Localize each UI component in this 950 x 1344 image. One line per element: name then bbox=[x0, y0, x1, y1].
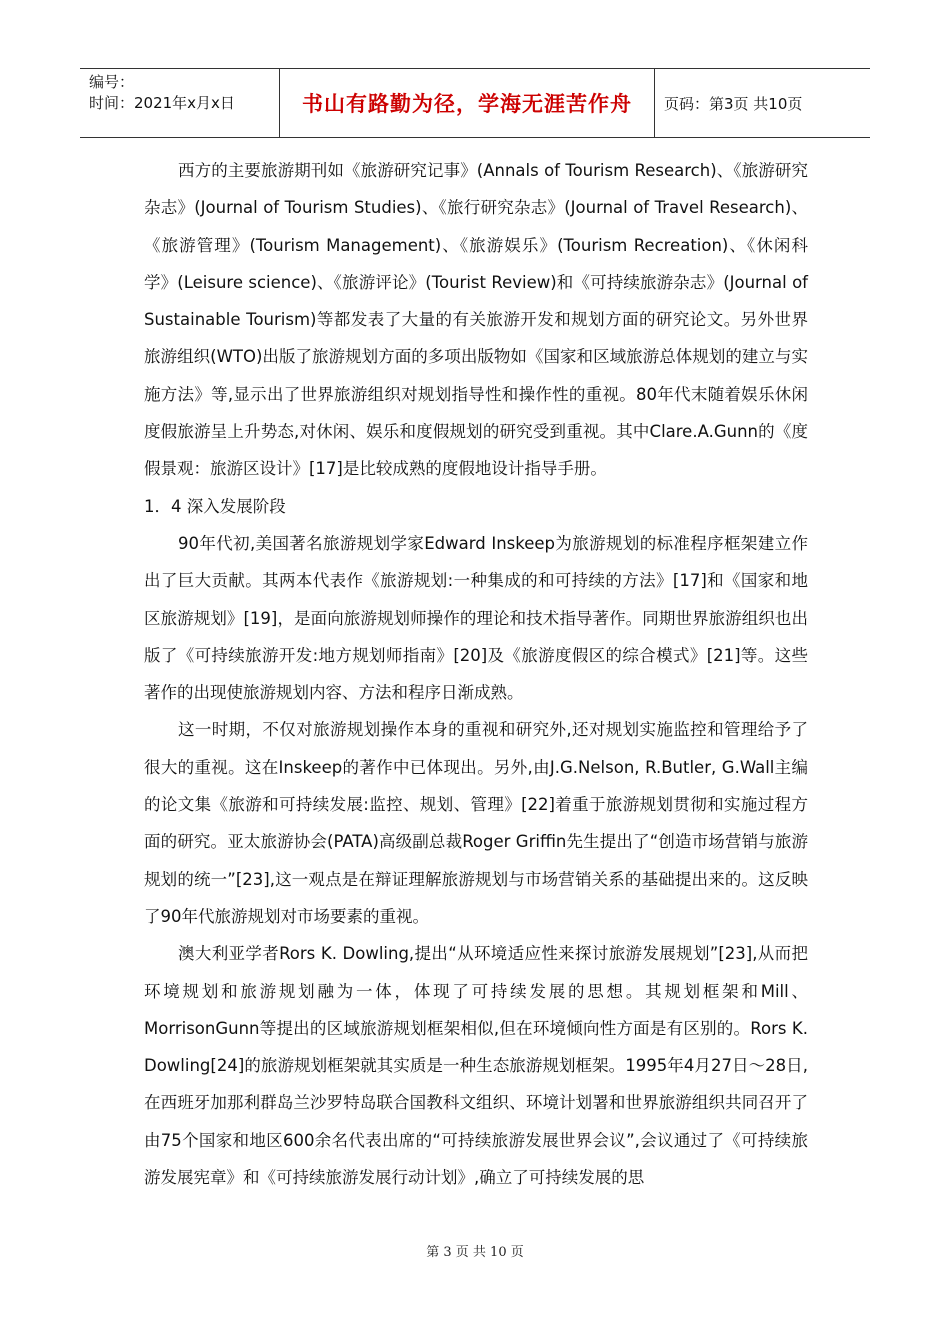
document-body bbox=[144, 152, 808, 1196]
header-meta bbox=[80, 69, 280, 137]
section-heading: 1．4 深入发展阶段 bbox=[144, 496, 286, 516]
number-label: 编号： bbox=[89, 73, 135, 91]
paragraph-monitoring: 这一时期，不仅对旅游规划操作本身的重视和研究外,还对规划实施监控和管理给予了很大的重视。这在Inskeep的著作中已体现出。另外,由J.G.Nelson, R.Butler, G.Wall主编的论文集《旅游和可持续发展:监控、规划、管理》[22]着重于旅游规划贯彻和实施过程方面的研究。亚太旅游协会(PATA)高级副总裁Roger Griffin先生提出了“创造市场营销与旅游规划的统一”[23],这一观点是在辩证理解旅游规划与市场营销关系的基础提出来的。这反映了90年代旅游规划对市场要素的重视。 bbox=[144, 720, 808, 926]
time-label: 时间：2021年x月x日 bbox=[89, 94, 235, 112]
header-motto: 书山有路勤为径，学海无涯苦作舟 bbox=[280, 69, 655, 137]
header-page-label: 页码：第3页 共10页 bbox=[664, 94, 803, 113]
paragraph-inskeep: 90年代初,美国著名旅游规划学家Edward Inskeep为旅游规划的标准程序框架建立作出了巨大贡献。其两本代表作《旅游规划:一种集成的和可持续的方法》[17]和《国家和地区旅游规划》[19]，是面向旅游规划师操作的理论和技术指导著作。同期世界旅游组织也出版了《可持续旅游开发:地方规划师指南》[20]及《旅游度假区的综合模式》[21]等。这些著作的出现使旅游规划内容、方法和程序日渐成熟。 bbox=[144, 533, 808, 703]
paragraph-journals: 西方的主要旅游期刊如《旅游研究记事》(Annals of Tourism Research)、《旅游研究杂志》(Journal of Tourism Studies)、《旅行研究杂志》(Journal of Travel Research)、《旅游管理》(Tourism Management)、《旅游娱乐》(Tourism Recreation)、《休闲科学》(Leisure science)、《旅游评论》(Tourist Review)和《可持续旅游杂志》(Journal of Sustainable Tourism)等都发表了大量的有关旅游开发和规划方面的研究论文。另外世界旅游组织(WTO)出版了旅游规划方面的多项出版物如《国家和区域旅游总体规划的建立与实施方法》等,显示出了世界旅游组织对规划指导性和操作性的重视。80年代末随着娱乐休闲度假旅游呈上升势态,对休闲、娱乐和度假规划的研究受到重视。其中Clare.A.Gunn的《度假景观：旅游区设计》[17]是比较成熟的度假地设计指导手册。 bbox=[144, 161, 808, 479]
paragraph-dowling: 澳大利亚学者Rors K. Dowling,提出“从环境适应性来探讨旅游发展规划”[23],从而把环境规划和旅游规划融为一体，体现了可持续发展的思想。其规划框架和Mill、MorrisonGunn等提出的区域旅游规划框架相似,但在环境倾向性方面是有区别的。Rors K. Dowling[24]的旅游规划框架就其实质是一种生态旅游规划框架。1995年4月27日～28日,在西班牙加那利群岛兰沙罗特岛联合国教科文组织、环境计划署和世界旅游组织共同召开了由75个国家和地区600余名代表出席的“可持续旅游发展世界会议”,会议通过了《可持续旅游发展宪章》和《可持续旅游发展行动计划》,确立了可持续发展的思 bbox=[144, 944, 808, 1188]
page-header bbox=[80, 68, 870, 138]
page-footer: 第 3 页 共 10 页 bbox=[426, 1245, 524, 1260]
